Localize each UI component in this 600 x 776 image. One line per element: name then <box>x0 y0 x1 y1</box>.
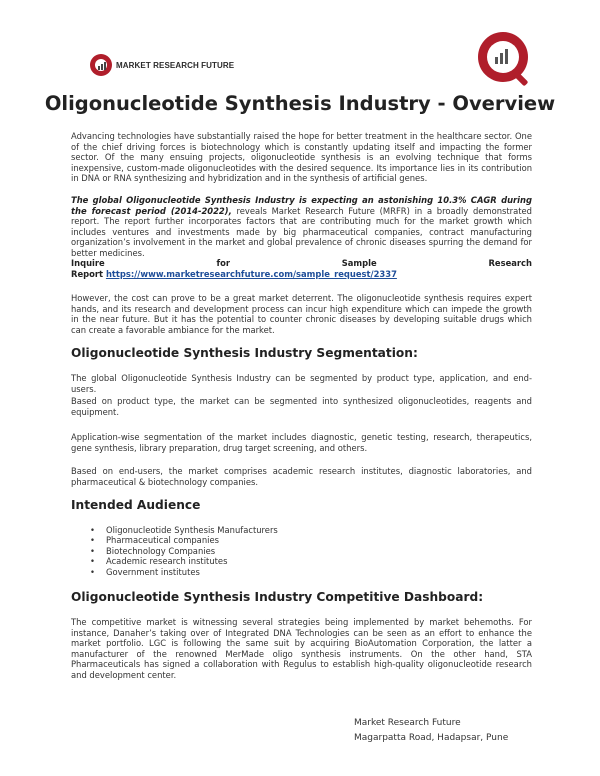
research-word: Research <box>488 258 532 268</box>
audience-list <box>90 525 278 577</box>
report-word: Report <box>71 268 104 279</box>
list-item: • Government institutes <box>90 567 278 577</box>
for-word: for <box>216 258 230 268</box>
highlight-bold-text: The global Oligonucleotide Synthesis Industry is expecting an astonishing 10.3% CAGR during the forecast period (2014-2022), <box>71 195 532 216</box>
segmentation-paragraph-2: Based on product type, the market can be segmented into synthesized oligonucleotides, reagents and equipment. <box>71 396 532 417</box>
list-item: • Biotechnology Companies <box>90 546 278 556</box>
logo-mark-icon <box>90 54 112 76</box>
sample-word: Sample <box>341 258 377 268</box>
intro-paragraph: Advancing technologies have substantially raised the hope for better treatment in the healthcare sector. One of the chief driving forces is biotechnology which is constantly updating itself and impacting the former sector. Of the many ensuing projects, oligonucleotide synthesis is an evolving technique that forms inexpensive, custom-made oligonucleotides with the desired sequence. Its importance lies in its contribution in DNA or RNA synthesizing and hybridization and in the synthesis of artificial genes. <box>71 131 532 184</box>
footer-company: Market Research Future <box>354 718 461 728</box>
audience-heading: Intended Audience <box>71 498 201 512</box>
segmentation-paragraph-3: Application-wise segmentation of the market includes diagnostic, genetic testing, research, therapeutics, gene synthesis, library preparation, drug target screening, and others. <box>71 432 532 453</box>
footer-location: Magarpatta Road, Hadapsar, Pune <box>354 733 509 743</box>
highlight-paragraph <box>71 195 532 259</box>
magnifier-chart-icon <box>478 32 528 82</box>
sample-request-link[interactable]: https://www.marketresearchfuture.com/sample_request/2337 <box>105 268 397 279</box>
list-item: • Pharmaceutical companies <box>90 535 278 545</box>
page-title: Oligonucleotide Synthesis Industry - Overview <box>44 92 556 115</box>
dashboard-paragraph: The competitive market is witnessing several strategies being implemented by market behemoths. For instance, Danaher’s taking over of Integrated DNA Technologies can be seen as an effort to enhance the market portfolio. LGC is following the same suit by acquiring BioAutomation Corporation, the latter a manufacturer of the renowned MerMade oligo synthesis instruments. On the other hand, STA Pharmaceuticals has signed a collaboration with Regulus to establish high-quality oligonucleotide research and development center. <box>71 617 532 680</box>
segmentation-paragraph-1: The global Oligonucleotide Synthesis Industry can be segmented by product type, application, and end-users. <box>71 373 532 394</box>
inquire-word: Inquire <box>71 258 105 268</box>
highlight-rest-text: reveals Market Research Future (MRFR) in a broadly demonstrated report. The report further incorporates factors that are contributing much for the market growth which includes ventures and investments made by big pharmaceutical companies, contract manufacturing organization’s involvement in the market and global prevalence of chronic diseases spurring the demand for better medicines. <box>71 205 532 258</box>
company-logo <box>90 52 234 78</box>
inquire-block <box>71 258 532 279</box>
footer-address <box>354 716 508 746</box>
list-item: • Academic research institutes <box>90 556 278 566</box>
logo-text: MARKET RESEARCH FUTURE <box>116 60 235 70</box>
segmentation-paragraph-4: Based on end-users, the market comprises academic research institutes, diagnostic laboratories, and pharmaceutical & biotechnology companies. <box>71 466 532 487</box>
segmentation-heading: Oligonucleotide Synthesis Industry Segmentation: <box>71 346 418 360</box>
dashboard-heading: Oligonucleotide Synthesis Industry Competitive Dashboard: <box>71 590 484 604</box>
list-item: • Oligonucleotide Synthesis Manufacturers <box>90 525 278 535</box>
cost-paragraph: However, the cost can prove to be a great market deterrent. The oligonucleotide synthesis requires expert hands, and its research and development process can incur high expenditure which can impede the growth in the near future. But it has the potential to counter chronic diseases by developing suitable drugs which can create a favorable ambiance for the market. <box>71 293 532 335</box>
